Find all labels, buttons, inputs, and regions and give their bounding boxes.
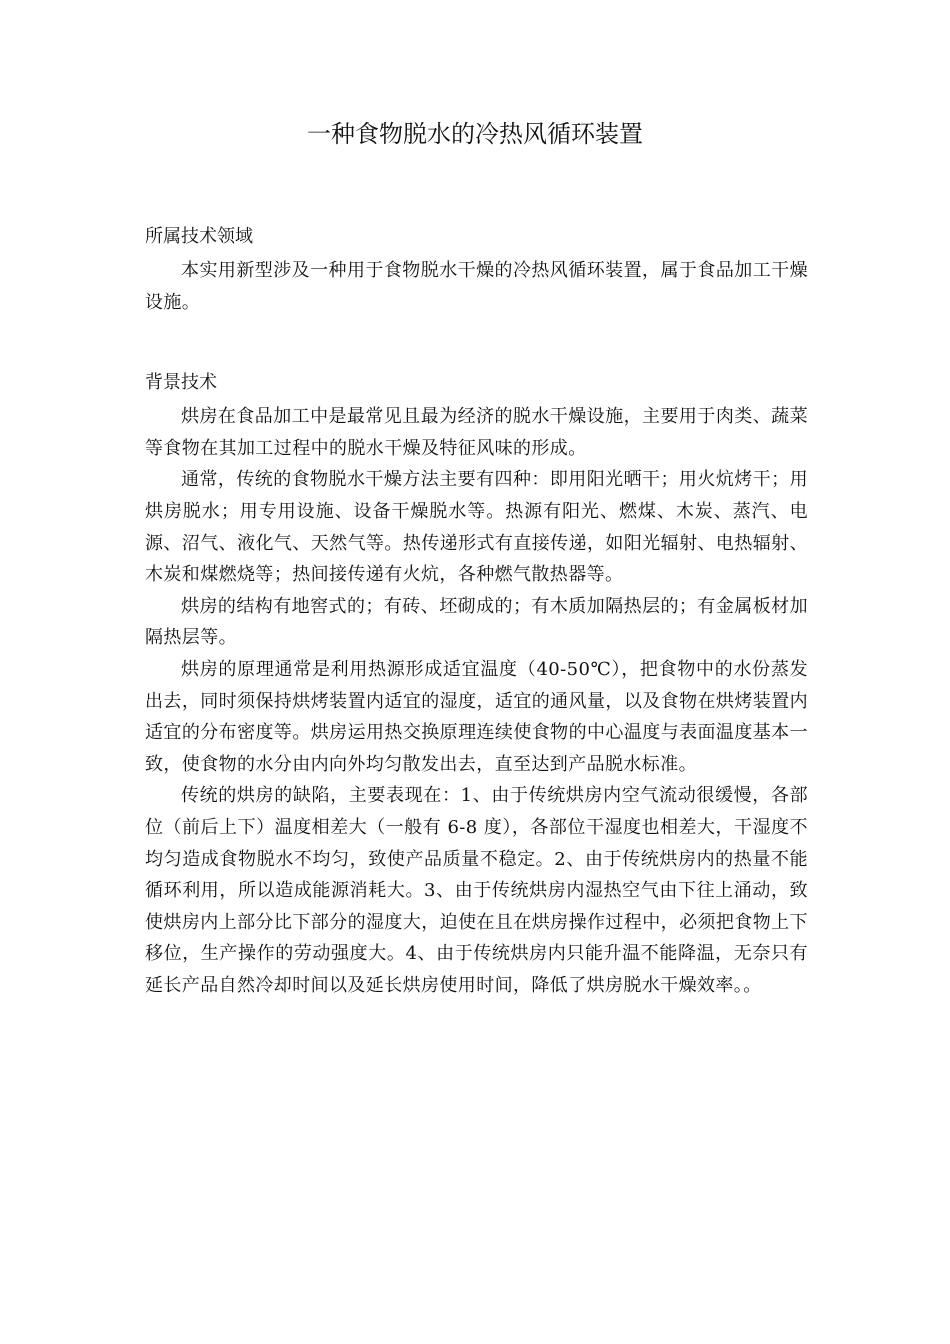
section-heading-background-art: 背景技术 <box>145 372 217 394</box>
section-background-art <box>145 367 808 1001</box>
document-body <box>145 221 808 1001</box>
paragraph-background-2: 通常，传统的食物脱水干燥方法主要有四种：即用阳光晒干；用火炕烤干；用烘房脱水；用专用设施、设备干燥脱水等。热源有阳光、燃煤、木炭、蒸汽、电源、沼气、液化气、天然气等。热传递形式有直接传递，如阳光辐射、电热辐射、木炭和煤燃烧等；热间接传递有火炕，各种燃气散热器等。 <box>145 469 808 586</box>
paragraph-background-3: 烘房的结构有地窖式的；有砖、坯砌成的；有木质加隔热层的；有金属板材加隔热层等。 <box>145 595 808 649</box>
paragraph-background-1: 烘房在食品加工中是最常见且最为经济的脱水干燥设施，主要用于肉类、蔬菜等食物在其加工过程中的脱水干燥及特征风味的形成。 <box>145 406 808 459</box>
section-technical-field <box>145 221 808 318</box>
section-heading-technical-field: 所属技术领域 <box>145 226 253 247</box>
paragraph-technical-field-1: 本实用新型涉及一种用于食物脱水干燥的冷热风循环装置，属于食品加工干燥设施。 <box>145 260 808 313</box>
section-spacer <box>145 318 808 367</box>
paragraph-background-4: 烘房的原理通常是利用热源形成适宜温度（40-50℃），把食物中的水份蒸发出去，同时须保持烘烤装置内适宜的湿度，适宜的通风量，以及食物在烘烤装置内适宜的分布密度等。烘房运用热交换原理连续使食物的中心温度与表面温度基本一致，使食物的水分由内向外均匀散发出去，直至达到产品脱水标准。 <box>145 658 808 775</box>
document-title: 一种食物脱水的冷热风循环装置 <box>307 120 643 148</box>
paragraph-background-5: 传统的烘房的缺陷，主要表现在：1、由于传统烘房内空气流动很缓慢，各部位（前后上下）温度相差大（一般有 6-8 度），各部位干湿度也相差大，干湿度不均匀造成食物脱水不均匀，致使产品质量不稳定。2、由于传统烘房内的热量不能循环利用，所以造成能源消耗大。3、由于传统烘房内湿热空气由下往上涌动，致使烘房内上部分比下部分的湿度大，迫使在且在烘房操作过程中，必须把食物上下移位，生产操作的劳动强度大。4、由于传统烘房内只能升温不能降温，无奈只有延长产品自然冷却时间以及延长烘房使用时间，降低了烘房脱水干燥效率。。 <box>145 785 808 996</box>
